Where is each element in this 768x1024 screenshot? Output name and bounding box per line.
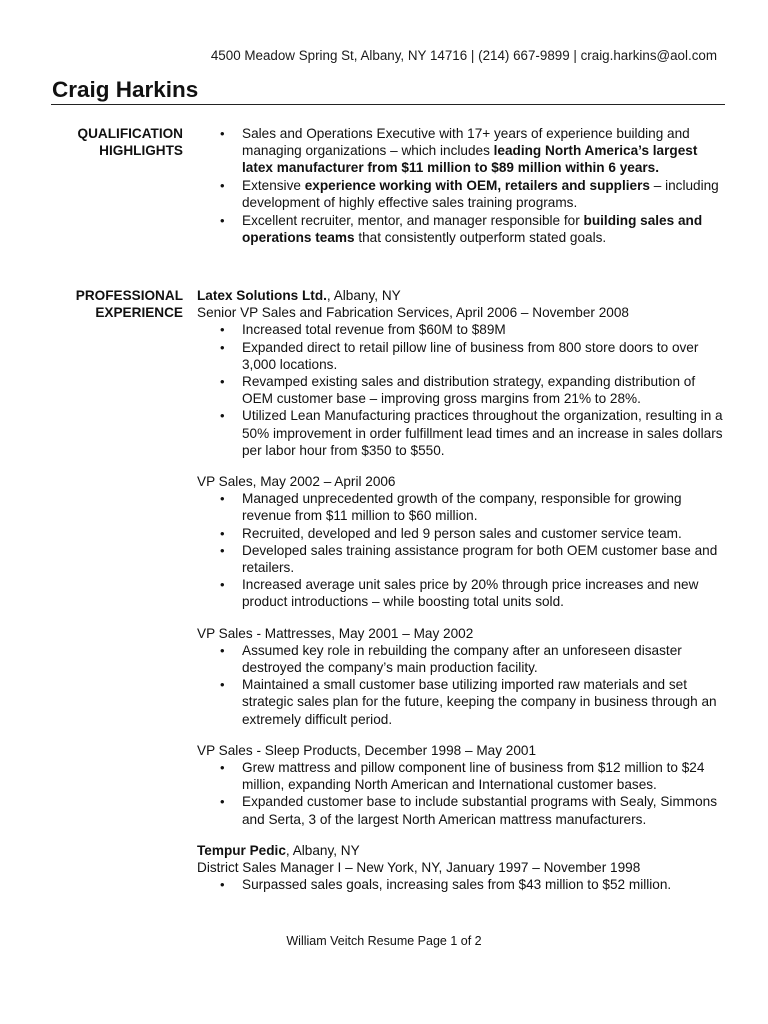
bullet-icon: • xyxy=(220,542,225,558)
role-block xyxy=(197,625,727,728)
bullet-icon: • xyxy=(220,760,225,776)
list-item: • Extensive experience working with OEM, retailers and suppliers – including development of highly effective sales training programs. xyxy=(220,178,719,211)
bullet-icon: • xyxy=(220,577,225,593)
bullet-icon: • xyxy=(220,339,225,355)
bullet-icon: • xyxy=(220,525,225,541)
bullet-icon: • xyxy=(220,408,225,424)
bullet-icon: • xyxy=(220,877,225,893)
role-title: VP Sales - Sleep Products, December 1998 – May 2001 xyxy=(197,742,537,758)
bullet-icon: • xyxy=(220,642,225,658)
company-heading: Latex Solutions Ltd., Albany, NY xyxy=(197,288,401,303)
bullet-icon: • xyxy=(220,126,225,141)
list-item: • Grew mattress and pillow component line of business from $12 million to $24 million, expanding North American and International customer bases. xyxy=(220,760,705,793)
bullet-icon: • xyxy=(220,213,225,229)
list-item: • Recruited, developed and led 9 person sales and customer service team. xyxy=(220,525,682,541)
list-item: • Developed sales training assistance program for both OEM customer base and retailers. xyxy=(220,542,718,576)
role-bullets xyxy=(197,759,727,828)
bullet-icon: • xyxy=(220,491,225,507)
qualification-heading: QUALIFICATION HIGHLIGHTS xyxy=(77,126,183,159)
list-item: • Sales and Operations Executive with 17+ years of experience building and managing organizations – which includes leading North America’s largest latex manufacturer from $11 million to $89 million within 6 years. xyxy=(220,126,698,176)
role-bullets xyxy=(197,642,727,728)
bullet-icon: • xyxy=(220,677,225,693)
list-item: • Revamped existing sales and distribution strategy, expanding distribution of OEM customer base – improving gross margins from 21% to 28%. xyxy=(220,374,696,407)
page-footer: William Veitch Resume Page 1 of 2 xyxy=(286,934,482,948)
experience-heading: PROFESSIONAL EXPERIENCE xyxy=(75,288,183,321)
list-item: • Expanded customer base to include substantial programs with Sealy, Simmons and Serta, 3 of the largest North American mattress manufacturers. xyxy=(220,794,718,827)
contact-line: 4500 Meadow Spring St, Albany, NY 14716 | (214) 667-9899 | craig.harkins@aol.com xyxy=(210,48,717,63)
role-title: Senior VP Sales and Fabrication Services, April 2006 – November 2008 xyxy=(197,305,629,321)
qualification-body xyxy=(197,125,727,247)
list-item: • Utilized Lean Manufacturing practices throughout the organization, resulting in a 50% improvement in order fulfillment lead times and an increase in sales dollars per labor hour from $350 to $550. xyxy=(220,408,723,458)
bullet-icon: • xyxy=(220,178,225,194)
company-heading: Tempur Pedic, Albany, NY xyxy=(197,842,360,858)
list-item: • Managed unprecedented growth of the company, responsible for growing revenue from $11 million to $60 million. xyxy=(220,491,682,524)
experience-body xyxy=(197,287,727,894)
role-title: District Sales Manager I – New York, NY, January 1997 – November 1998 xyxy=(197,860,641,876)
role-block xyxy=(197,304,727,459)
role-title: VP Sales - Mattresses, May 2001 – May 2002 xyxy=(197,625,474,641)
list-item: • Increased average unit sales price by 20% through price increases and new product introductions – while boosting total units sold. xyxy=(220,577,699,610)
list-item: • Surpassed sales goals, increasing sales from $43 million to $52 million. xyxy=(220,877,672,893)
candidate-name: Craig Harkins xyxy=(52,77,199,102)
list-item: • Expanded direct to retail pillow line of business from 800 store doors to over 3,000 locations. xyxy=(220,339,699,372)
role-bullets xyxy=(197,876,727,893)
role-title: VP Sales, May 2002 – April 2006 xyxy=(197,474,396,490)
header-divider xyxy=(51,104,725,105)
qualification-list xyxy=(197,125,727,247)
role-block xyxy=(197,473,727,611)
bullet-icon: • xyxy=(220,322,225,338)
list-item: • Excellent recruiter, mentor, and manager responsible for building sales and operations teams that consistently outperform stated goals. xyxy=(220,213,703,246)
role-bullets xyxy=(197,490,727,610)
role-block xyxy=(197,742,727,828)
list-item: • Assumed key role in rebuilding the company after an unforeseen disaster destroyed the company’s main production facility. xyxy=(220,642,682,676)
bullet-icon: • xyxy=(220,794,225,810)
list-item: • Increased total revenue from $60M to $89M xyxy=(220,322,506,338)
list-item: • Maintained a small customer base utilizing imported raw materials and set strategic sales plan for the future, keeping the company in business through an extremely difficult period. xyxy=(220,677,717,727)
bullet-icon: • xyxy=(220,374,225,390)
role-bullets xyxy=(197,321,727,459)
